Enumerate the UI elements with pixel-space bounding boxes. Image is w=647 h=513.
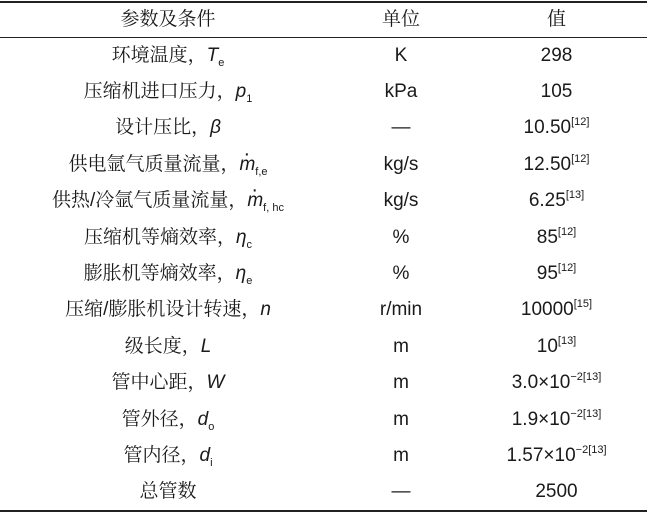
param-symbol: d <box>199 445 211 467</box>
table-row <box>0 365 647 401</box>
param-symbol: L <box>200 335 212 357</box>
value-cell <box>466 82 647 101</box>
table-row <box>0 146 647 182</box>
param-cell <box>0 300 336 319</box>
param-cell <box>0 263 336 288</box>
param-symbol: η <box>235 263 247 285</box>
param-cell <box>0 408 336 433</box>
unit-cell: m <box>393 445 409 467</box>
unit-cell: m <box>393 372 409 394</box>
header-unit: 单位 <box>381 8 420 30</box>
unit-cell: m <box>393 408 409 430</box>
table-row <box>0 255 647 291</box>
value-cell <box>466 264 647 283</box>
header-value: 值 <box>546 8 566 30</box>
value-cell <box>466 300 647 319</box>
param-label: 供热/冷氩气质量流量， <box>52 190 248 212</box>
param-symbol: β <box>210 117 221 139</box>
param-symbol: d <box>197 408 209 430</box>
value-cell <box>466 482 647 501</box>
param-cell <box>0 226 336 251</box>
unit-cell: % <box>392 226 410 248</box>
value-text: 3.0×10 <box>511 372 571 394</box>
value-superscript: [12] <box>571 152 590 165</box>
param-cell <box>0 337 336 356</box>
table-row <box>0 219 647 255</box>
value-text: 1.57×10 <box>506 445 576 467</box>
unit-cell: K <box>394 44 408 66</box>
param-symbol: n <box>260 299 271 321</box>
value-text: 10000 <box>520 299 574 321</box>
table-row <box>0 110 647 146</box>
param-subscript: f, hc <box>263 202 284 215</box>
value-superscript: −2[13] <box>575 444 607 457</box>
param-label: 压缩机等熵效率， <box>83 226 236 248</box>
value-text: 10.50 <box>523 117 572 139</box>
value-cell <box>466 118 647 137</box>
unit-cell: kg/s <box>383 153 419 175</box>
param-symbol: · m <box>239 155 255 174</box>
value-cell <box>466 373 647 392</box>
value-superscript: [12] <box>557 262 577 275</box>
table-row <box>0 328 647 364</box>
value-cell <box>466 446 647 465</box>
value-text: 12.50 <box>523 153 572 175</box>
header-row <box>0 1 647 37</box>
value-cell <box>466 334 647 357</box>
value-superscript: [13] <box>565 189 585 202</box>
unit-cell: kPa <box>384 81 418 103</box>
table-row <box>0 73 647 109</box>
value-text: 10 <box>536 335 558 357</box>
param-subscript: 1 <box>246 93 253 106</box>
unit-cell: % <box>392 263 410 285</box>
table-row <box>0 474 647 510</box>
param-subscript: f,e <box>255 165 268 178</box>
bottom-rule <box>0 510 647 512</box>
value-cell <box>466 407 647 430</box>
param-label: 级长度， <box>124 335 201 357</box>
param-subscript: e <box>246 275 253 288</box>
param-subscript: i <box>210 457 213 470</box>
value-superscript: −2[13] <box>570 371 602 384</box>
param-symbol: · m <box>247 191 263 210</box>
value-text: 85 <box>536 226 558 248</box>
param-label: 总管数 <box>139 481 197 503</box>
value-cell <box>466 46 647 65</box>
value-cell <box>466 191 647 210</box>
value-superscript: [15] <box>573 298 593 311</box>
table-row <box>0 401 647 437</box>
value-superscript: [13] <box>557 334 577 347</box>
unit-cell: r/min <box>379 299 423 321</box>
value-superscript: −2[13] <box>570 407 602 420</box>
unit-cell: m <box>393 335 409 357</box>
param-symbol: T <box>206 44 219 66</box>
table-row <box>0 292 647 328</box>
unit-cell: — <box>391 481 411 503</box>
param-label: 环境温度， <box>111 44 207 66</box>
value-superscript: [12] <box>557 225 577 238</box>
value-text: 105 <box>540 81 573 103</box>
param-label: 设计压比， <box>115 117 211 139</box>
header-param: 参数及条件 <box>120 8 216 30</box>
param-cell <box>0 190 336 215</box>
value-text: 95 <box>536 263 558 285</box>
unit-cell: — <box>391 117 411 139</box>
value-cell <box>466 225 647 248</box>
param-cell <box>0 153 336 178</box>
param-subscript: c <box>246 238 253 251</box>
param-subscript: e <box>218 56 225 69</box>
param-symbol: η <box>235 226 247 248</box>
param-label: 管内径， <box>123 445 200 467</box>
table-row <box>0 37 647 73</box>
unit-cell: kg/s <box>383 190 419 212</box>
param-label: 膨胀机等熵效率， <box>83 263 236 285</box>
param-cell <box>0 44 336 69</box>
param-cell <box>0 118 336 137</box>
table-row <box>0 437 647 473</box>
param-label: 管外径， <box>121 408 198 430</box>
param-label: 压缩机进口压力， <box>83 81 236 103</box>
param-subscript: o <box>208 420 215 433</box>
value-text: 1.9×10 <box>511 408 571 430</box>
param-label: 管中心距， <box>111 372 207 394</box>
param-label: 压缩/膨胀机设计转速， <box>65 299 261 321</box>
value-superscript: [12] <box>571 116 590 129</box>
param-label: 供电氩气质量流量， <box>68 153 240 175</box>
param-symbol: p <box>235 81 247 103</box>
value-text: 298 <box>540 44 573 66</box>
param-symbol: W <box>206 372 225 394</box>
value-cell <box>466 152 647 175</box>
value-text: 6.25 <box>528 190 566 212</box>
param-cell <box>0 373 336 392</box>
value-text: 2500 <box>535 481 578 503</box>
param-cell <box>0 445 336 470</box>
param-cell <box>0 482 336 501</box>
param-cell <box>0 81 336 106</box>
table-row <box>0 183 647 219</box>
